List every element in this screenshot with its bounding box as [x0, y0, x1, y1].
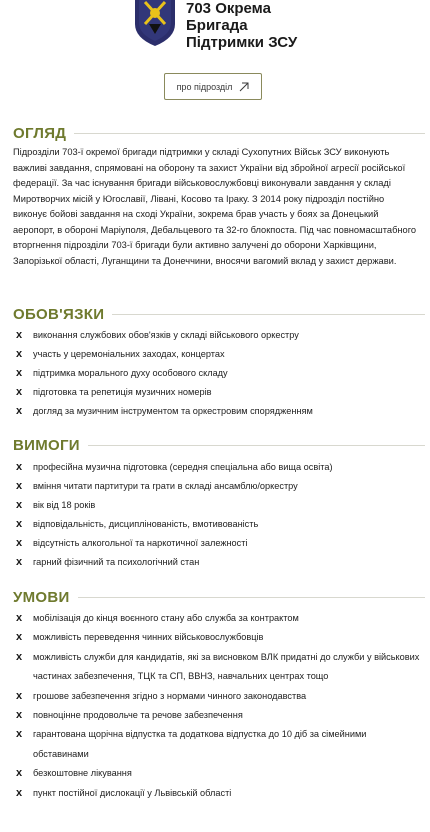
x-icon: x	[16, 386, 23, 398]
conditions-title: УМОВИ	[13, 589, 70, 606]
x-icon: x	[16, 480, 23, 492]
list-item: x підтримка морального духу особового складу	[13, 364, 423, 383]
x-icon: x	[16, 405, 23, 417]
requirements-list	[13, 458, 423, 572]
list-item: x вік від 18 років	[13, 496, 423, 515]
divider	[88, 445, 425, 446]
header	[0, 0, 430, 110]
divider	[78, 597, 425, 598]
brigade-emblem-icon	[132, 0, 178, 46]
divider	[74, 133, 425, 134]
unit-name-line1: 703 Окрема	[186, 0, 271, 17]
list-item: x відсутність алкогольної та наркотичної залежності	[13, 534, 423, 553]
x-icon: x	[16, 499, 23, 511]
duties-header	[13, 306, 425, 323]
list-item: x підготовка та репетиція музичних номерів	[13, 383, 423, 402]
x-icon: x	[16, 348, 23, 360]
list-item: x участь у церемоніальних заходах, концертах	[13, 345, 423, 364]
x-icon: x	[16, 461, 23, 473]
requirements-header	[13, 437, 425, 454]
list-item: x гарний фізичний та психологічний стан	[13, 553, 423, 572]
list-item: x грошове забезпечення згідно з нормами чинного законодавства	[13, 687, 423, 706]
list-item: x пункт постійної дислокації у Львівській області	[13, 784, 423, 803]
overview-header	[13, 125, 425, 142]
list-item: x гарантована щорічна відпустка та додаткова відпустка до 10 діб за сімейними обставинами	[13, 725, 423, 764]
list-item: x мобілізація до кінця воєнного стану або служба за контрактом	[13, 609, 423, 628]
x-icon: x	[16, 767, 23, 780]
x-icon: x	[16, 709, 23, 722]
unit-name	[186, 0, 297, 51]
list-item: x безкоштовне лікування	[13, 764, 423, 783]
arrow-up-right-icon	[239, 82, 249, 92]
x-icon: x	[16, 329, 23, 341]
list-item: x повноцінне продовольче та речове забезпечення	[13, 706, 423, 725]
x-icon: x	[16, 556, 23, 568]
list-item: x можливість служби для кандидатів, які за висновком ВЛК придатні до служби у військових частинах забезпечення, ТЦК та СП, ВВНЗ, навчальних центрах тощо	[13, 648, 423, 687]
x-icon: x	[16, 537, 23, 549]
duties-list	[13, 326, 423, 421]
list-item: x відповідальність, дисциплінованість, вмотивованість	[13, 515, 423, 534]
unit-name-line2: Бригада	[186, 17, 248, 34]
about-unit-button[interactable]	[164, 73, 262, 100]
overview-text: Підрозділи 703-ї окремої бригади підтримки у складі Сухопутних Військ ЗСУ виконують важливі завдання, спрямовані на оборону та захист України від збройної агресії російської федерації. За час існування бригади військовослужбовці виконували завдання у складі Миротворчих місій у Югославії, Лівані, Косово та Іраку. З 2014 року підрозділ постійно виконує бойові завдання на сході України, зокрема брав участь у боях за Донецький аеропорт, в обороні Маріуполя, Дебальцевого та 32-го блокпоста. Під час повномасштабного вторгнення підрозділи 703-ї бригади були активно залучені до оборони Харківщини, Запорізької області, Луганщини та Донеччини, вносячи вагомий вклад у захист держави.	[13, 147, 417, 266]
list-item: x догляд за музичним інструментом та оркестровим спорядженням	[13, 402, 423, 421]
list-item: x можливість переведення чинних військовослужбовців	[13, 628, 423, 647]
list-item: x виконання службових обов'язків у складі військового оркестру	[13, 326, 423, 345]
x-icon: x	[16, 728, 23, 741]
x-icon: x	[16, 689, 23, 702]
x-icon: x	[16, 786, 23, 799]
x-icon: x	[16, 367, 23, 379]
conditions-header	[13, 589, 425, 606]
x-icon: x	[16, 631, 23, 644]
unit-name-line3: Підтримки ЗСУ	[186, 34, 298, 51]
duties-title: ОБОВ'ЯЗКИ	[13, 306, 105, 323]
list-item: x вміння читати партитури та грати в складі ансамблю/оркестру	[13, 477, 423, 496]
x-icon: x	[16, 612, 23, 624]
overview-title: ОГЛЯД	[13, 125, 67, 142]
divider	[112, 314, 425, 315]
x-icon: x	[16, 650, 23, 663]
about-unit-label: про підрозділ	[176, 81, 233, 92]
list-item: x професійна музична підготовка (середня спеціальна або вища освіта)	[13, 458, 423, 477]
x-icon: x	[16, 518, 23, 530]
requirements-title: ВИМОГИ	[13, 437, 80, 454]
conditions-list	[13, 609, 423, 803]
